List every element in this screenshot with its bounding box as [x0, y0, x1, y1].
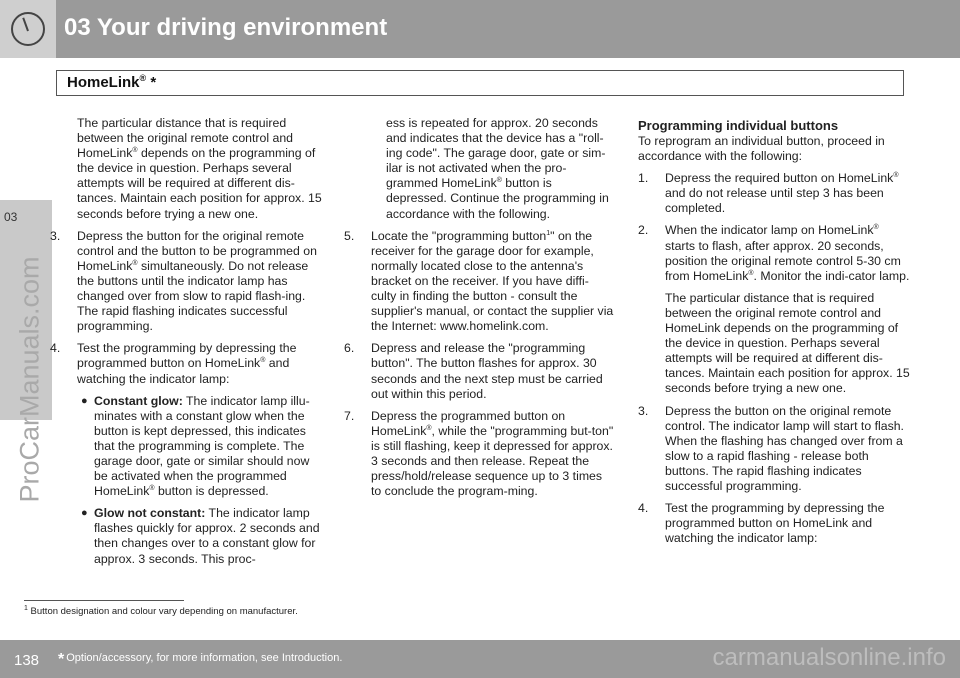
list-item: 1. Depress the required button on HomeLink® and do not release until step 3 has been completed. — [638, 171, 899, 216]
chapter-header-bar — [0, 0, 960, 58]
page-footer — [0, 640, 960, 678]
footnote-divider — [24, 600, 184, 601]
list-item: 2. When the indicator lamp on HomeLink® starts to flash, after approx. 20 seconds, position the original remote control 5-30 cm from HomeLink®. Monitor the indi-cator lamp. The particular distance that is required between the original remote control and HomeLink depends on the programming of the device in question. Perhaps several attempts will be required at different dis-tances. Maintain each position for approx. 15 seconds before trying a new one. — [638, 223, 910, 396]
list-item: 4. Test the programming by depressing the programmed button on HomeLink and watching the indicator lamp: — [638, 501, 885, 546]
chapter-title: 03 Your driving environment — [64, 14, 388, 41]
text-column-3 — [638, 118, 910, 553]
list-item: 5. Locate the "programming button$^1$" on the receiver for the garage door for example, normally located close to the antenna's bracket on the receiver. If you have diffi-culty in finding the button - consult the supplier's manual, or contact the supplier via the Internet: www.homelink.com. — [344, 228, 614, 334]
side-watermark: ProCarManuals.com — [14, 256, 45, 503]
distance-paragraph: The particular distance that is required between the original remote control and HomeLink depends on the programming of the device in question. Perhaps several attempts will be required at different dis-tances. Maintain each position for approx. 15 seconds before trying a new one. — [665, 290, 910, 396]
section-heading: Programming individual buttons — [638, 118, 839, 133]
footnote: $^1$ Button designation and colour vary depending on manufacturer. — [24, 605, 298, 618]
text-column-2 — [344, 116, 614, 506]
footer-watermark: carmanualsonline.info — [712, 644, 946, 671]
intro-paragraph: The particular distance that is required between the original remote control and HomeLink® depends on the programming of the device in question. Perhaps several attempts will be required at different dis-tances. Maintain each position for approx. 15 seconds before trying a new one. — [77, 116, 322, 221]
chapter-tab — [0, 0, 56, 58]
page-number: 138 — [14, 652, 40, 669]
side-chapter-number: 03 — [4, 210, 18, 224]
section-title: HomeLink® * — [67, 73, 157, 91]
option-note: * Option/accessory, for more information, see Introduction. — [58, 651, 343, 668]
section-header — [56, 70, 904, 96]
bullet-glow-not-constant: ● Glow not constant: The indicator lamp flashes quickly for approx. 2 seconds and then changes over to a constant glow for approx. 3 seconds. This proc- — [81, 506, 320, 566]
list-item: 3. Depress the button for the original remote control and the button to be programmed on HomeLink® simultaneously. Do not release the buttons until the indicator lamp has changed over from slow to rapid flash-ing. The rapid flashing indicates successful programming. — [50, 228, 317, 334]
list-item: 6. Depress and release the "programming button". The button flashes for approx. 30 seconds and the next step must be carried out within this period. — [344, 341, 603, 401]
text-column-1 — [50, 116, 322, 574]
list-item: 7. Depress the programmed button on HomeLink®, while the "programming but-ton" is still flashing, keep it depressed for approx. 3 seconds and then release. Repeat the press/hold/release sequence up to 3 times to conclude the program-ming. — [344, 408, 614, 499]
bullet-constant-glow: ● Constant glow: The indicator lamp illu-minates with a constant glow when the button is kept depressed, this indicates that the programming is complete. The garage door, gate or similar should now be activated when the programmed HomeLink® button is depressed. — [81, 393, 310, 499]
list-item: 4. Test the programming by depressing the programmed button on HomeLink® and watching the indicator lamp: ● Constant glow: The indicator lamp illu-minates with a constant glow when the button is kept depressed, this indicates that the programming is complete. The garage door, gate or similar should now be activated when the programmed HomeLink® button is depressed. ● Glow not constant: The indicator lamp flashes quickly for approx. 2 seconds and then changes over to a constant glow for approx. 3 seconds. This proc- — [50, 341, 322, 566]
continued-paragraph: ess is repeated for approx. 20 seconds and indicates that the device has a "roll-ing code". The garage door, gate or sim-ilar is not activated when the pro-grammed HomeLink® button is depressed. Continue the programming in accordance with the following. — [386, 116, 609, 221]
list-item: 3. Depress the button on the original remote control. The indicator lamp will start to flash. When the flashing has changed over from a slow to a rapid flashing - release both buttons. The rapid flashing indicates successful programming. — [638, 403, 904, 493]
speedometer-icon — [11, 12, 45, 46]
intro-paragraph: To reprogram an individual button, proceed in accordance with the following: — [638, 134, 885, 164]
